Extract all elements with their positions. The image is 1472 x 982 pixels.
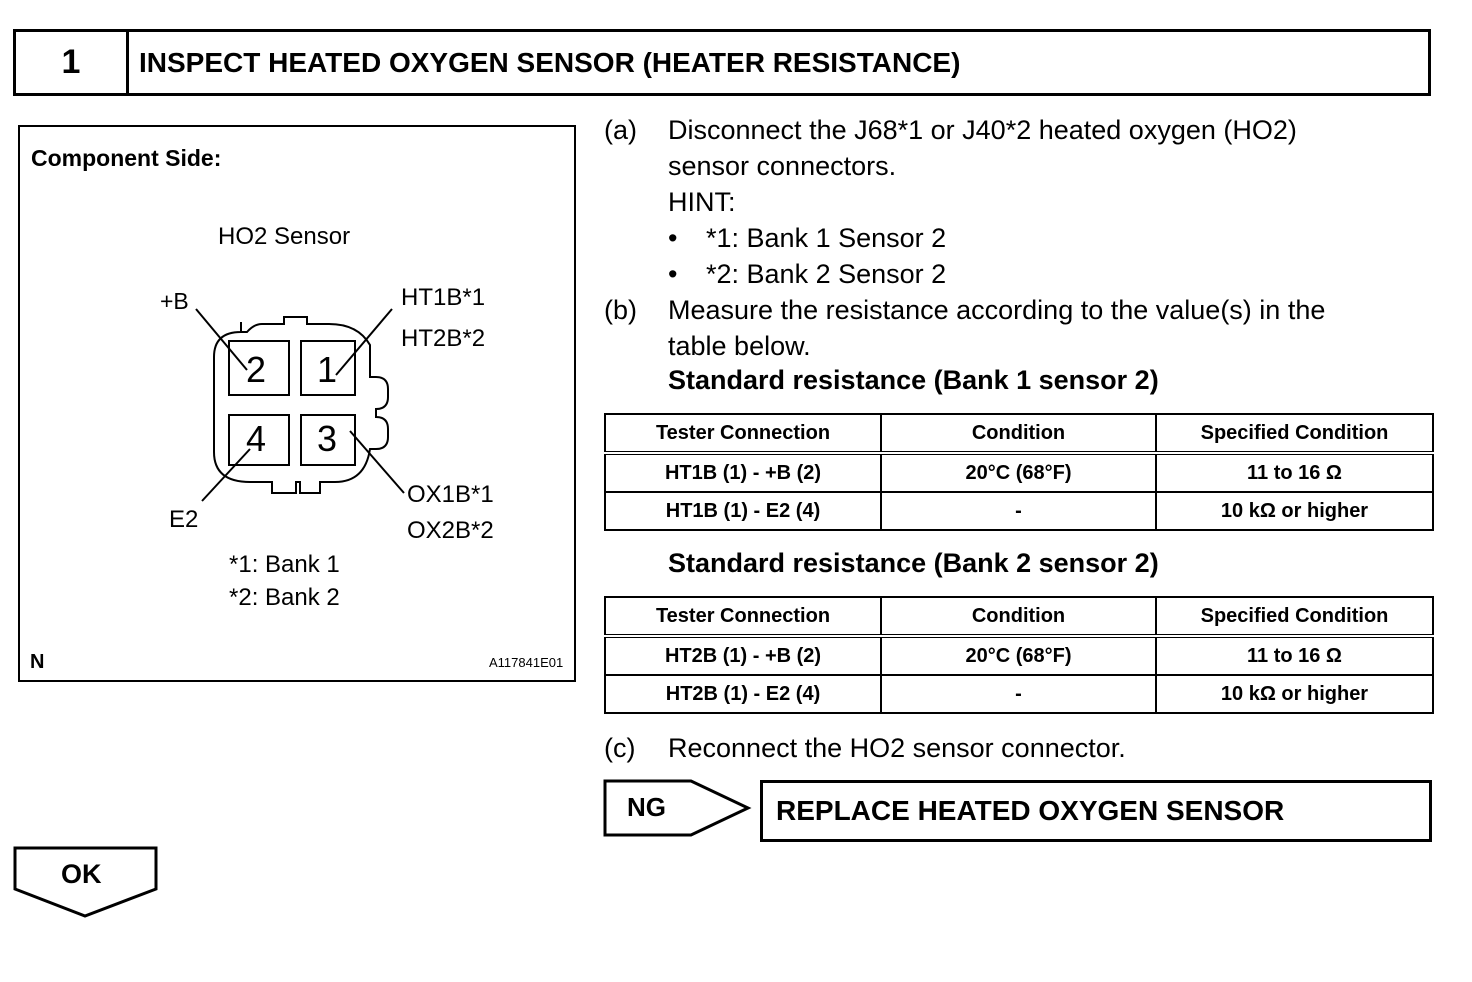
connector-diagram [20, 127, 578, 684]
pin-label-ox1b: OX1B*1 [407, 481, 494, 508]
hint-bullet-2: *2: Bank 2 Sensor 2 [706, 259, 947, 289]
step-a-line1: Disconnect the J68*1 or J40*2 heated oxygen (HO2) [668, 115, 1297, 145]
pin-1: 1 [317, 349, 338, 390]
pin-label-ht2b: HT2B*2 [401, 325, 486, 352]
ng-arrow-icon [603, 779, 753, 839]
resistance-table-bank1 [604, 413, 1434, 531]
table-header-cell: Specified Condition [1156, 414, 1433, 453]
table-cell: 11 to 16 Ω [1156, 453, 1433, 492]
component-side-label: Component Side: [31, 145, 222, 171]
footnote-bank2: *2: Bank 2 [229, 584, 340, 611]
pin-label-ht1b: HT1B*1 [401, 284, 486, 311]
connector-figure [18, 125, 576, 682]
step-b-label: (b) [604, 295, 637, 325]
step-b-line2: table below. [668, 331, 811, 361]
step-c-line1: Reconnect the HO2 sensor connector. [668, 733, 1126, 763]
table-row [605, 636, 1433, 675]
table-header-cell: Condition [881, 414, 1156, 453]
pin-4: 4 [246, 418, 267, 459]
table-header-row [605, 414, 1433, 453]
resistance-table-bank2 [604, 596, 1434, 714]
table-cell: HT2B (1) - +B (2) [605, 636, 881, 675]
figure-code: A117841E01 [489, 655, 564, 670]
hint-label: HINT: [668, 187, 736, 217]
table-header-cell: Condition [881, 597, 1156, 636]
figure-corner-letter: N [30, 651, 45, 673]
table-cell: HT1B (1) - E2 (4) [605, 492, 881, 530]
step-header [13, 29, 1431, 96]
table-cell: 11 to 16 Ω [1156, 636, 1433, 675]
table-header-cell: Specified Condition [1156, 597, 1433, 636]
table-row [605, 492, 1433, 530]
pin-label-plus-b: +B [160, 288, 189, 314]
table-row [605, 675, 1433, 713]
table-cell: - [881, 675, 1156, 713]
table-cell: - [881, 492, 1156, 530]
pin-label-e2: E2 [169, 506, 199, 533]
table-cell: 10 kΩ or higher [1156, 675, 1433, 713]
table-row [605, 453, 1433, 492]
step-c-label: (c) [604, 733, 636, 763]
table-cell: HT2B (1) - E2 (4) [605, 675, 881, 713]
table1-title: Standard resistance (Bank 1 sensor 2) [668, 365, 1159, 395]
hint-bullet-1-glyph: • [668, 223, 678, 253]
table-header-cell: Tester Connection [605, 414, 881, 453]
table-header-cell: Tester Connection [605, 597, 881, 636]
step-b-line1: Measure the resistance according to the value(s) in the [668, 295, 1326, 325]
step-number: 1 [16, 32, 129, 93]
table-cell: 20°C (68°F) [881, 636, 1156, 675]
step-title: INSPECT HEATED OXYGEN SENSOR (HEATER RESISTANCE) [139, 46, 961, 78]
ng-label: NG [627, 792, 666, 822]
table2-title: Standard resistance (Bank 2 sensor 2) [668, 548, 1159, 578]
footnote-bank1: *1: Bank 1 [229, 551, 340, 578]
pin-label-ox2b: OX2B*2 [407, 517, 494, 544]
pin-3: 3 [317, 418, 338, 459]
hint-bullet-1: *1: Bank 1 Sensor 2 [706, 223, 947, 253]
ng-action-box: REPLACE HEATED OXYGEN SENSOR [760, 780, 1432, 842]
table-cell: 20°C (68°F) [881, 453, 1156, 492]
table-header-row [605, 597, 1433, 636]
table-cell: HT1B (1) - +B (2) [605, 453, 881, 492]
sensor-label: HO2 Sensor [218, 223, 351, 250]
step-a-label: (a) [604, 115, 637, 145]
ok-label: OK [61, 859, 102, 889]
pin-2: 2 [246, 349, 267, 390]
hint-bullet-2-glyph: • [668, 259, 678, 289]
table-cell: 10 kΩ or higher [1156, 492, 1433, 530]
step-a-line2: sensor connectors. [668, 151, 897, 181]
